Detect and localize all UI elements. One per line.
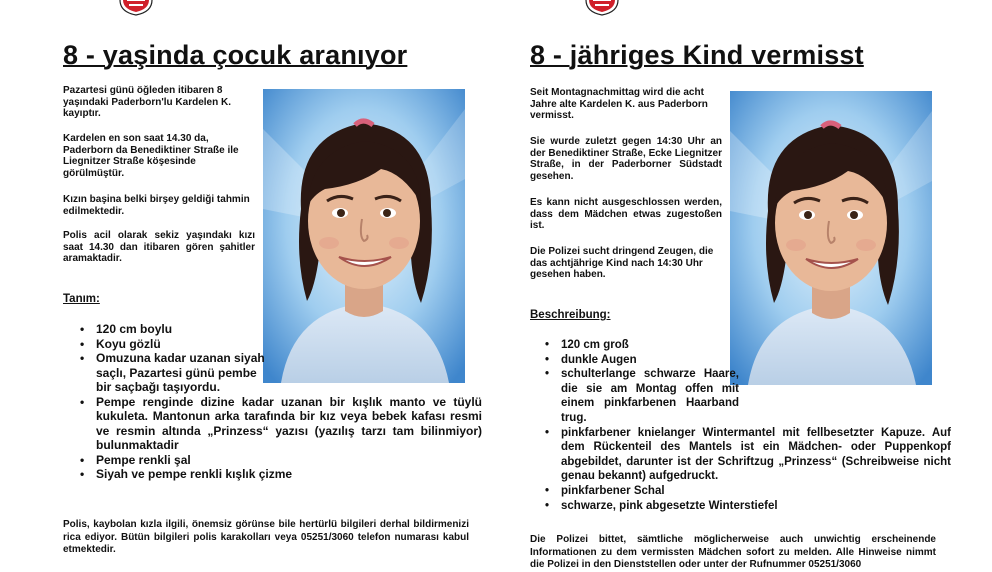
turkish-poster bbox=[0, 0, 496, 558]
description-heading: Beschreibung: bbox=[530, 309, 611, 321]
german-poster bbox=[496, 0, 992, 570]
page-title: 8 - yaşinda çocuk aranıyor bbox=[63, 40, 408, 70]
list-item: • Siyah ve pempe renkli kışlık çizme bbox=[80, 467, 482, 482]
intro-paragraph: Pazartesi günü öğleden itibaren 8 yaşındaki Paderborn'lu Kardelen K. kayıptır. bbox=[63, 85, 231, 120]
intro-paragraph: Seit Montagnachmittag wird die acht Jahre alte Kardelen K. aus Paderborn vermisst. bbox=[530, 87, 708, 122]
list-item: • schwarze, pink abgesetzte Winterstiefel bbox=[545, 499, 951, 514]
appeal-paragraph: Polis, kaybolan kızla ilgili, önemsiz görünse bile hertürlü bilgileri derhal bildirmenizi rica ediyor. Bütün bilgileri polis karakolları veya 05251/3060 telefon numarası kabul etmektedir. bbox=[63, 519, 469, 555]
list-item: • Omuzuna kadar uzanan siyah saçlı, Pazartesi günü pembe bir saçbağı taşıyordu. bbox=[80, 351, 272, 395]
list-item: • Koyu gözlü bbox=[80, 337, 272, 352]
list-item: • dunkle Augen bbox=[545, 353, 739, 368]
appeal-paragraph: Die Polizei bittet, sämtliche möglicherweise auch unwichtig erscheinende Informationen zu dem vermissten Mädchen sofort zu melden. Alle Hinweise nimmt die Polizei in den Dienststellen oder unter der Rufnummer 05251/3060 bbox=[530, 534, 936, 570]
list-item: • pinkfarbener Schal bbox=[545, 484, 951, 499]
concern-paragraph: Kızın başina belki birşey geldiği tahmin edilmektedir. bbox=[63, 194, 250, 217]
list-item: • schulterlange schwarze Haare, die sie am Montag offen mit einem pinkfarbenen Haarband trug. bbox=[545, 367, 739, 425]
description-list bbox=[80, 322, 482, 482]
last-seen-paragraph: Sie wurde zuletzt gegen 14:30 Uhr an der Benediktiner Straße, Ecke Liegnitzer Straße, in der Paderborner Südstadt gesehen. bbox=[530, 136, 722, 182]
list-item: • 120 cm groß bbox=[545, 338, 739, 353]
list-item: • 120 cm boylu bbox=[80, 322, 272, 337]
list-item: • Pempe renginde dizine kadar uzanan bir kışlık manto ve tüylü kukuleta. Mantonun arka tarafında bir kız veya bebek kafası resmi ve resmin altında „Prinzess“ yazısı (yazılış tarzı tam bilinmiyor) bulunmaktadir bbox=[80, 395, 482, 453]
page-title: 8 - jähriges Kind vermisst bbox=[530, 40, 864, 70]
list-item: • pinkfarbener knielanger Wintermantel mit fellbesetzter Kapuze. Auf dem Rückenteil des Mantels ist ein Mädchen- oder Puppenkopf abgebildet, darunter ist der Schriftzug „Prinzess“ (Schreibweise nicht genau bekannt) aufgedruckt. bbox=[545, 426, 951, 484]
witness-paragraph: Polis acil olarak sekiz yaşındakı kızı saat 14.30 dan itibaren gören şahitler aramaktadir. bbox=[63, 230, 255, 265]
last-seen-paragraph: Kardelen en son saat 14.30 da, Paderborn da Benediktiner Straße ile Liegnitzer Straße köşesinde görülmüştür. bbox=[63, 133, 239, 179]
coat-of-arms-icon bbox=[583, 0, 621, 16]
witness-paragraph: Die Polizei sucht dringend Zeugen, die das achtjährige Kind nach 14:30 Uhr gesehen haben. bbox=[530, 246, 714, 281]
concern-paragraph: Es kann nicht ausgeschlossen werden, dass dem Mädchen etwas zugestoßen ist. bbox=[530, 197, 722, 232]
description-heading: Tanım: bbox=[63, 293, 100, 305]
description-list bbox=[545, 338, 951, 513]
list-item: • Pempe renkli şal bbox=[80, 453, 482, 468]
coat-of-arms-icon bbox=[117, 0, 155, 16]
